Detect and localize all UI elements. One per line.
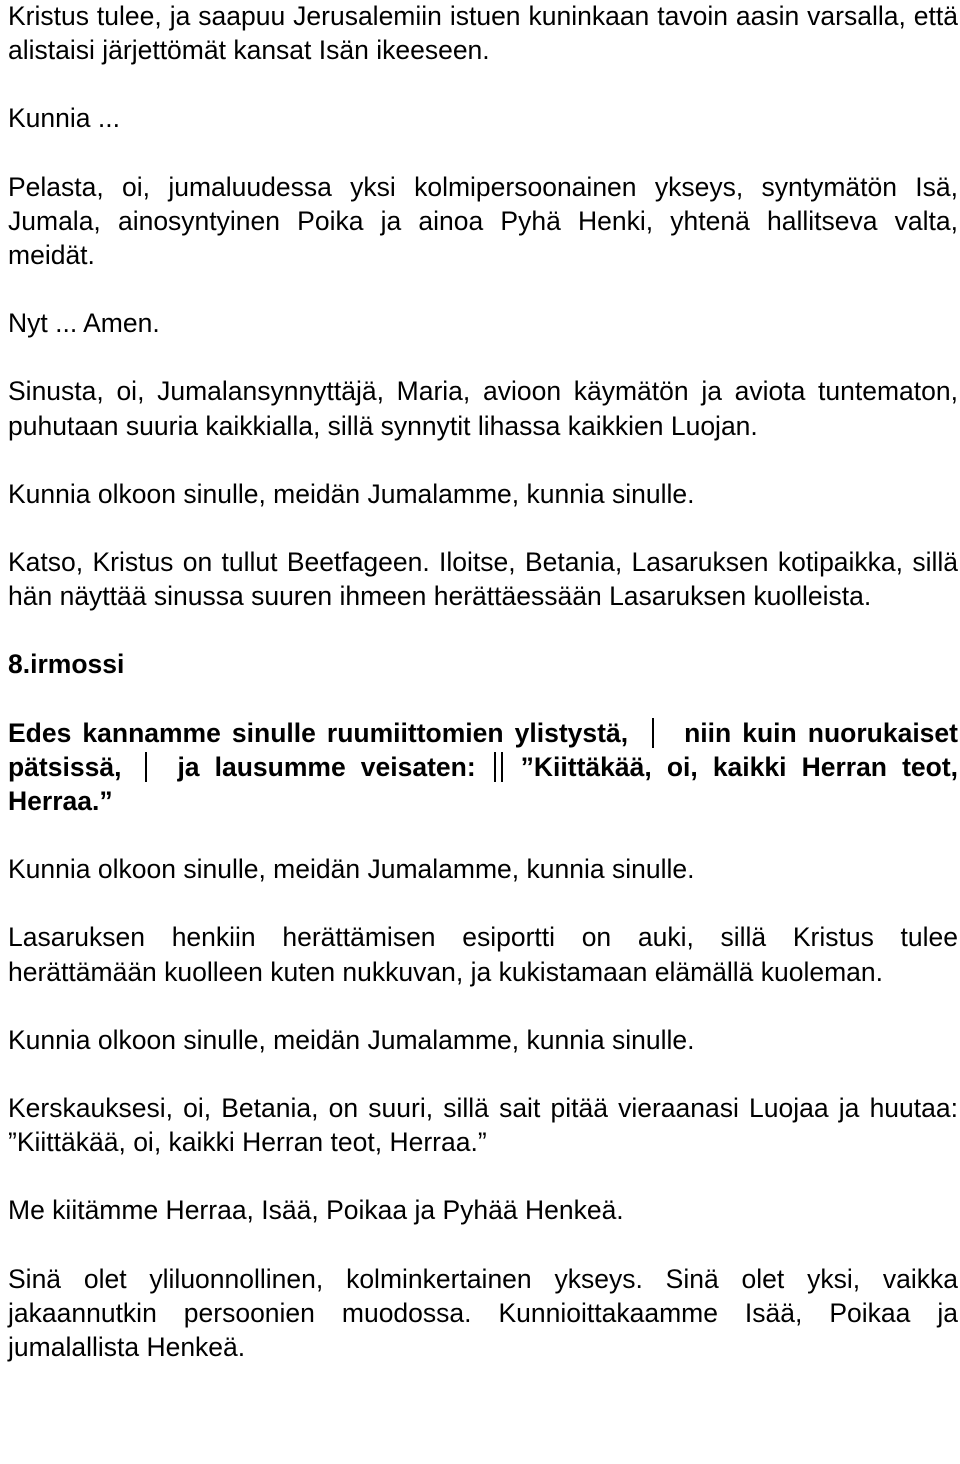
irmos-part-3: ja lausumme veisaten: bbox=[177, 751, 476, 782]
irmos-part-2: niin kuin nuorukaiset pätsissä, bbox=[8, 717, 958, 782]
paragraph-me-kiitamme: Me kiitämme Herraa, Isää, Poikaa ja Pyhää Henkeä. bbox=[8, 1195, 624, 1226]
paragraph-kunnia-1: Kunnia olkoon sinulle, meidän Jumalamme, kunnia sinulle. bbox=[8, 478, 695, 509]
irmos-part-1: Edes kannamme sinulle ruumiittomien ylistystä, bbox=[8, 717, 629, 748]
paragraph-pelasta: Pelasta, oi, jumaluudessa yksi kolmipersoonainen ykseys, syntymätön Isä, Jumala, ainosyntyinen Poika ja ainoa Pyhä Henki, yhtenä hallitseva valta, meidät. bbox=[8, 171, 958, 271]
paragraph-kunnia-3: Kunnia olkoon sinulle, meidän Jumalamme, kunnia sinulle. bbox=[8, 1024, 695, 1055]
paragraph-nyt-amen: Nyt ... Amen. bbox=[8, 308, 160, 339]
paragraph-kunnia-short: Kunnia ... bbox=[8, 103, 120, 134]
double-bar-marker bbox=[494, 752, 503, 782]
irmos-part-4: ”Kiittäkää, oi, kaikki Herran teot, Herraa.” bbox=[8, 751, 959, 817]
paragraph-sinusta: Sinusta, oi, Jumalansynnyttäjä, Maria, avioon käymätön ja aviota tuntematon, puhutaan suuria kaikkialla, sillä synnytit lihassa kaikkien Luojan. bbox=[8, 376, 958, 441]
paragraph-katso: Katso, Kristus on tullut Beetfageen. Iloitse, Betania, Lasaruksen kotipaikka, sillä hän näyttää sinussa suuren ihmeen herättäessään Lasaruksen kuolleista. bbox=[8, 547, 958, 612]
paragraph-lasaruksen: Lasaruksen henkiin herättämisen esiportti on auki, sillä Kristus tulee herättämään kuolleen kuten nukkuvan, ja kukistamaan elämällä kuoleman. bbox=[8, 922, 958, 987]
paragraph-kristus-tulee: Kristus tulee, ja saapuu Jerusalemiin istuen kuninkaan tavoin aasin varsalla, että alistaisi järjettömät kansat Isän ikeeseen. bbox=[8, 1, 958, 66]
text-column bbox=[8, 0, 958, 1398]
single-bar-marker bbox=[145, 752, 147, 782]
single-bar-marker bbox=[652, 718, 654, 748]
paragraph-kerskauksesi: Kerskauksesi, oi, Betania, on suuri, sillä sait pitää vieraanasi Luojaa ja huutaa: ”Kiittäkää, oi, kaikki Herran teot, Herraa.” bbox=[8, 1093, 958, 1158]
paragraph-kunnia-2: Kunnia olkoon sinulle, meidän Jumalamme, kunnia sinulle. bbox=[8, 854, 695, 885]
paragraph-sina-olet: Sinä olet yliluonnollinen, kolminkertainen ykseys. Sinä olet yksi, vaikka jakaannutkin persoonien muodossa. Kunnioittakaamme Isää, Poikaa ja jumalallista Henkeä. bbox=[8, 1263, 958, 1363]
paragraph-irmos bbox=[8, 716, 958, 819]
heading-irmos: 8.irmossi bbox=[8, 649, 125, 680]
